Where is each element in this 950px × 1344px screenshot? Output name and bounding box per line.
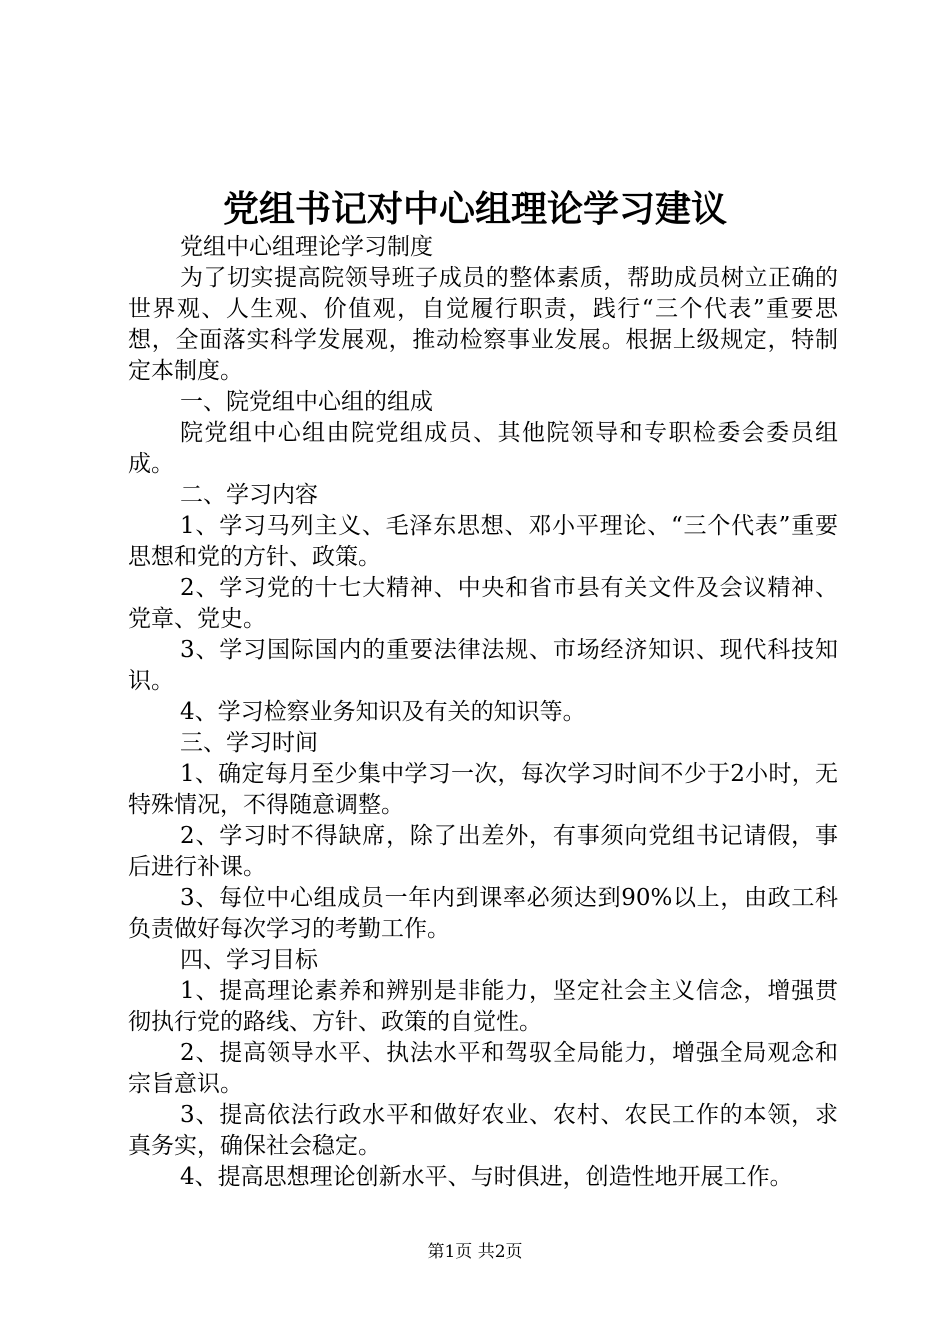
list-item: 2、学习党的十七大精神、中央和省市县有关文件及会议精神、党章、党史。	[128, 575, 838, 632]
paragraph: 院党组中心组由院党组成员、其他院领导和专职检委会委员组成。	[128, 420, 838, 477]
paragraph: 党组中心组理论学习制度	[180, 234, 433, 260]
list-item: 1、学习马列主义、毛泽东思想、邓小平理论、“三个代表”重要思想和党的方针、政策。	[128, 513, 838, 570]
page-number-footer: 第1页 共2页	[427, 1242, 523, 1262]
list-item: 2、学习时不得缺席，除了出差外，有事须向党组书记请假，事后进行补课。	[128, 823, 838, 880]
list-item: 4、学习检察业务知识及有关的知识等。	[180, 699, 586, 725]
list-item: 1、提高理论素养和辨别是非能力，坚定社会主义信念，增强贯彻执行党的路线、方针、政策的自觉性。	[128, 978, 838, 1035]
section-heading: 四、学习目标	[180, 947, 318, 973]
paragraph: 为了切实提高院领导班子成员的整体素质，帮助成员树立正确的世界观、人生观、价值观，自觉履行职责，践行“三个代表”重要思想，全面落实科学发展观，推动检察事业发展。根据上级规定，特制定本制度。	[128, 265, 838, 384]
list-item: 3、每位中心组成员一年内到课率必须达到90%以上，由政工科负责做好每次学习的考勤工作。	[128, 885, 838, 942]
list-item: 2、提高领导水平、执法水平和驾驭全局能力，增强全局观念和宗旨意识。	[128, 1040, 838, 1097]
list-item: 4、提高思想理论创新水平、与时俱进，创造性地开展工作。	[180, 1164, 793, 1190]
section-heading: 三、学习时间	[180, 730, 318, 756]
document-body	[128, 232, 838, 1193]
document-title: 党组书记对中心组理论学习建议	[222, 188, 727, 230]
section-heading: 一、院党组中心组的组成	[180, 389, 433, 415]
section-heading: 二、学习内容	[180, 482, 318, 508]
list-item: 1、确定每月至少集中学习一次，每次学习时间不少于2小时，无特殊情况，不得随意调整。	[128, 761, 838, 818]
list-item: 3、提高依法行政水平和做好农业、农村、农民工作的本领，求真务实，确保社会稳定。	[128, 1102, 838, 1159]
list-item: 3、学习国际国内的重要法律法规、市场经济知识、现代科技知识。	[128, 637, 838, 694]
